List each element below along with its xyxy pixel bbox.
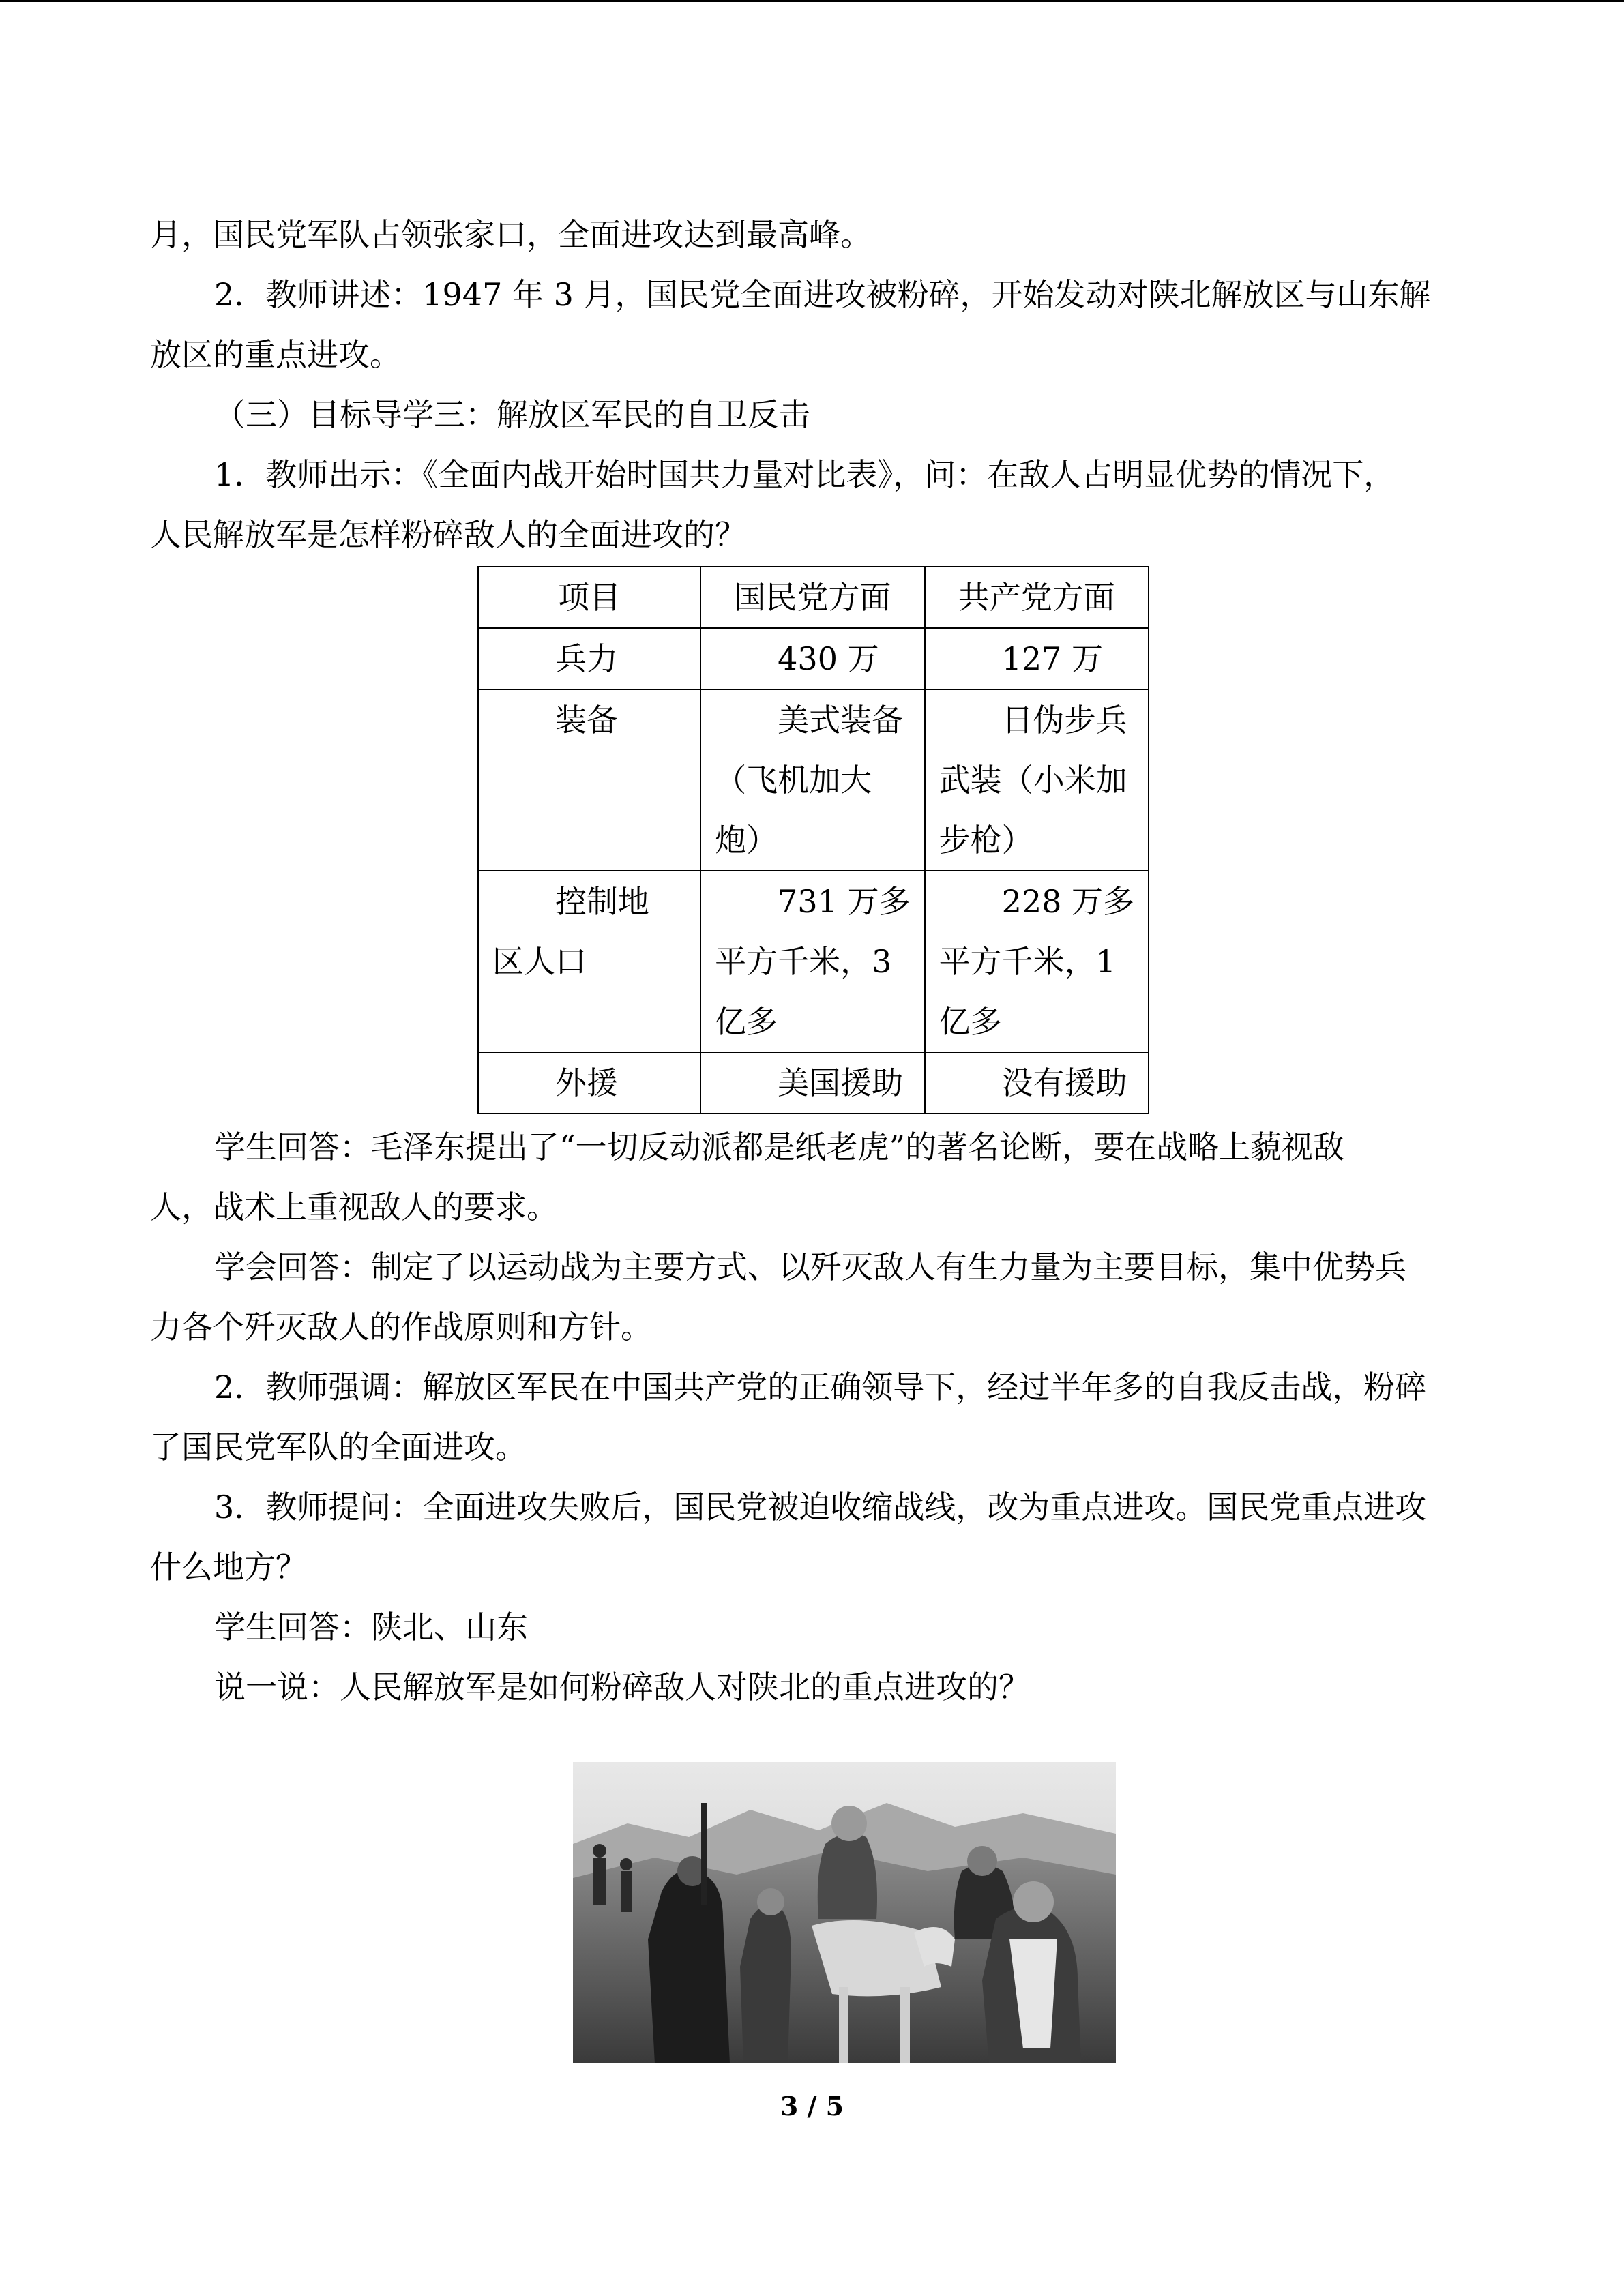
header-rule: [0, 0, 1624, 2]
table-header-cell: 项目: [478, 567, 700, 628]
table-cell: [700, 689, 924, 871]
cell-text: 兵力: [555, 640, 618, 677]
text-line: 什么地方？: [150, 1549, 307, 1585]
cell-text: 平方千米，1: [939, 943, 1116, 980]
cell-text: 亿多: [715, 1003, 778, 1040]
cell-text: 控制地: [555, 883, 649, 920]
cell-text: 127 万: [1001, 640, 1103, 677]
table-header-row: [478, 567, 1149, 628]
text-line: 月，国民党军队占领张家口，全面进攻达到最高峰。: [150, 216, 872, 253]
cell-text: 装备: [555, 702, 618, 739]
text-line: 放区的重点进攻。: [150, 336, 401, 373]
cell-text: 228 万多: [1001, 883, 1134, 920]
table-cell: [478, 871, 700, 1052]
cell-text: 美国援助: [778, 1064, 904, 1101]
section-heading: （三）目标导学三：解放区军民的自卫反击: [214, 396, 810, 433]
text-line: 1．教师出示：《全面内战开始时国共力量对比表》，问：在敌人占明显优势的情况下，: [214, 456, 1396, 493]
cell-text: 美式装备: [778, 702, 904, 739]
text-line: 力各个歼灭敌人的作战原则和方针。: [150, 1309, 652, 1345]
table-row: [478, 628, 1149, 689]
text-line: 2．教师讲述：1947 年 3 月，国民党全面进攻被粉碎，开始发动对陕北解放区与山东解: [214, 276, 1431, 313]
table-cell: [925, 1052, 1149, 1114]
text-line: 人，战术上重视敌人的要求。: [150, 1189, 558, 1225]
table-cell: [478, 628, 700, 689]
text-line: 学会回答：制定了以运动战为主要方式、以歼灭敌人有生力量为主要目标，集中优势兵: [214, 1249, 1406, 1285]
page-number: 3 / 5: [780, 2091, 844, 2121]
table-row: [478, 1052, 1149, 1114]
text-line: 2．教师强调：解放区军民在中国共产党的正确领导下，经过半年多的自我反击战，粉碎: [214, 1369, 1427, 1405]
cell-text: 没有援助: [1001, 1064, 1127, 1101]
cell-text: 平方千米，3: [715, 943, 892, 980]
table-cell: [478, 689, 700, 871]
cell-text: 炮）: [715, 822, 778, 859]
text-line: 学生回答：毛泽东提出了“一切反动派都是纸老虎”的著名论断，要在战略上藐视敌: [214, 1129, 1345, 1165]
text-line: 学生回答：陕北、山东: [214, 1609, 528, 1645]
cell-text: 步枪）: [939, 822, 1033, 859]
cell-text: 日伪步兵: [1001, 702, 1127, 739]
table-cell: [700, 1052, 924, 1114]
table-header-cell: 国民党方面: [700, 567, 924, 628]
photo-illustration: [573, 1762, 1116, 2063]
paragraphs-bottom: [150, 1117, 1473, 1717]
text-line: 3．教师提问：全面进攻失败后，国民党被迫收缩战线，改为重点进攻。国民党重点进攻: [214, 1489, 1427, 1525]
text-line: 人民解放军是怎样粉碎敌人的全面进攻的？: [150, 516, 746, 553]
table-row: [478, 871, 1149, 1052]
cell-text: 亿多: [939, 1003, 1002, 1040]
cell-text: 外援: [555, 1064, 618, 1101]
table-cell: [925, 689, 1149, 871]
text-line: 了国民党军队的全面进攻。: [150, 1429, 527, 1465]
table-cell: [925, 628, 1149, 689]
cell-text: 区人口: [492, 943, 587, 980]
historical-photo: [573, 1762, 1116, 2063]
document-body: [150, 205, 1473, 1717]
table-cell: [925, 871, 1149, 1052]
cell-text: （飞机加大: [715, 762, 872, 799]
text-line: 说一说：人民解放军是如何粉碎敌人对陕北的重点进攻的？: [214, 1669, 1030, 1705]
cell-text: 731 万多: [778, 883, 911, 920]
comparison-table-wrap: [150, 566, 1473, 1116]
cell-text: 武装（小米加: [939, 762, 1127, 799]
table-cell: [700, 628, 924, 689]
comparison-table: [477, 566, 1149, 1114]
paragraphs-top: [150, 205, 1473, 565]
cell-text: 430 万: [778, 640, 879, 677]
table-row: [478, 689, 1149, 871]
table-header-cell: 共产党方面: [925, 567, 1149, 628]
table-cell: [478, 1052, 700, 1114]
table-cell: [700, 871, 924, 1052]
